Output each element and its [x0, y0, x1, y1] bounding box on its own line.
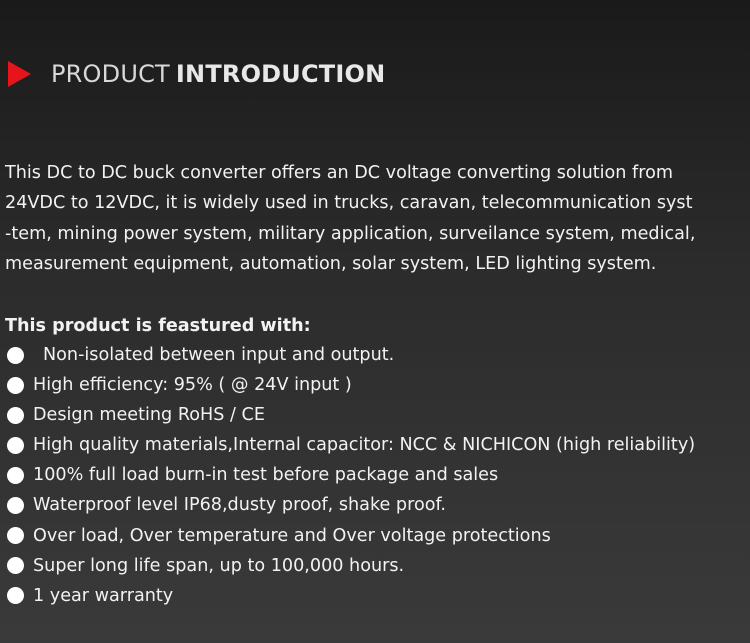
- section-header: [8, 58, 385, 90]
- feature-item: [7, 490, 695, 520]
- feature-item: [7, 430, 695, 460]
- bullet-icon: [7, 497, 24, 514]
- feature-text: High quality materials,Internal capacitor: NCC & NICHICON (high reliability): [33, 435, 696, 456]
- features-list: [7, 340, 695, 611]
- section-title-light: PRODUCT: [51, 60, 170, 88]
- intro-paragraph: [5, 158, 747, 280]
- bullet-icon: [7, 347, 24, 364]
- bullet-icon: [7, 437, 24, 454]
- feature-text: Design meeting RoHS / CE: [33, 405, 265, 426]
- section-title-bold: INTRODUCTION: [175, 60, 386, 88]
- red-triangle-icon: [8, 61, 31, 87]
- intro-line: -tem, mining power system, military application, surveilance system, medical,: [5, 223, 696, 244]
- section-title: [51, 60, 385, 88]
- bullet-icon: [7, 527, 24, 544]
- intro-line: measurement equipment, automation, solar system, LED lighting system.: [5, 254, 657, 275]
- bullet-icon: [7, 587, 24, 604]
- feature-item: [7, 521, 695, 551]
- intro-line: 24VDC to 12VDC, it is widely used in trucks, caravan, telecommunication syst: [5, 193, 693, 214]
- feature-item: [7, 340, 695, 370]
- feature-item: [7, 551, 695, 581]
- feature-text: 1 year warranty: [33, 585, 174, 606]
- features-heading: This product is feastured with:: [5, 316, 311, 336]
- feature-text: Super long life span, up to 100,000 hours.: [33, 555, 405, 576]
- feature-item: [7, 370, 695, 400]
- bullet-icon: [7, 377, 24, 394]
- feature-text: High efficiency: 95% ( @ 24V input ): [33, 375, 352, 396]
- feature-text: 100% full load burn-in test before package and sales: [33, 465, 499, 486]
- feature-text: Non-isolated between input and output.: [43, 345, 395, 365]
- bullet-icon: [7, 557, 24, 574]
- feature-text: Over load, Over temperature and Over voltage protections: [33, 525, 551, 546]
- feature-item: [7, 581, 695, 611]
- feature-item: [7, 400, 695, 430]
- intro-line: This DC to DC buck converter offers an DC voltage converting solution from: [5, 163, 673, 183]
- feature-item: [7, 460, 695, 490]
- bullet-icon: [7, 467, 24, 484]
- bullet-icon: [7, 407, 24, 424]
- feature-text: Waterproof level IP68,dusty proof, shake proof.: [33, 495, 446, 516]
